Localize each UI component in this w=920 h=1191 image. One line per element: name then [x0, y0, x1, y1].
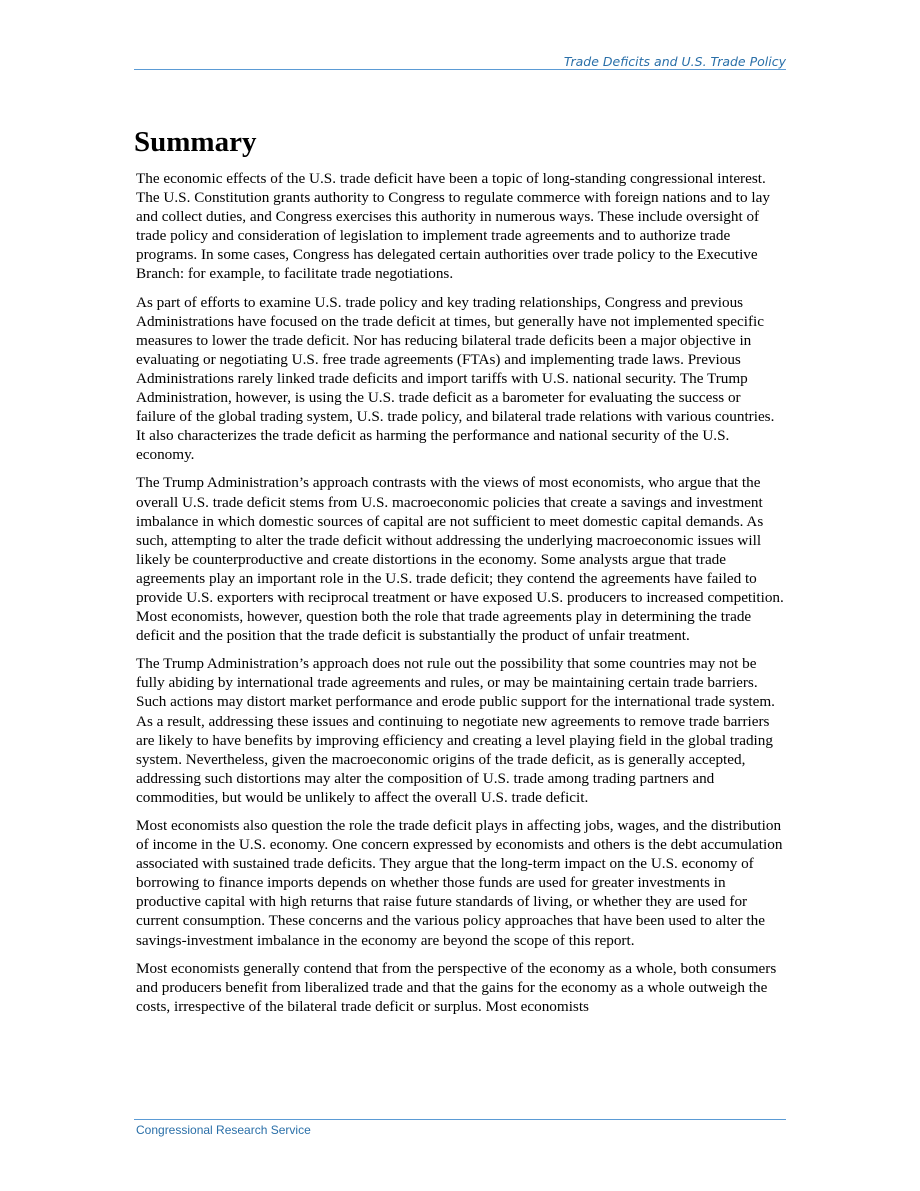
- paragraph-5: Most economists also question the role the trade deficit plays in affecting jobs, wages, and the distribution of income in the U.S. economy. One concern expressed by economists and others is the debt accumulation associated with sustained trade deficits. They argue that the long-term impact on the U.S. economy of borrowing to finance imports depends on whether those funds are used for greater investments in productive capital with high returns that raise future standards of living, or whether they are used for current consumption. These concerns and the various policy approaches that have been used to alter the savings-investment imbalance in the economy are beyond the scope of this report.: [136, 817, 783, 949]
- header-divider: [134, 69, 786, 70]
- footer-divider: [134, 1119, 786, 1120]
- paragraph-6: Most economists generally contend that from the perspective of the economy as a whole, both consumers and producers benefit from liberalized trade and that the gains for the economy as a whole outweigh the costs, irrespective of the bilateral trade deficit or surplus. Most economists: [136, 959, 777, 1015]
- footer-organization: Congressional Research Service: [136, 1123, 311, 1137]
- summary-body: [136, 169, 784, 1025]
- paragraph-4: The Trump Administration’s approach does not rule out the possibility that some countries may not be fully abiding by international trade agreements and rules, or may be maintaining certain trade barriers. Such actions may distort market performance and erode public support for the international trade system. As a result, addressing these issues and continuing to negotiate new agreements to remove trade barriers are likely to have benefits by improving efficiency and creating a level playing field in the global trading system. Nevertheless, given the macroeconomic origins of the trade deficit, as is generally accepted, addressing such distortions may alter the composition of U.S. trade among trading partners and commodities, but would be unlikely to affect the overall U.S. trade deficit.: [136, 655, 775, 806]
- running-header-title: Trade Deficits and U.S. Trade Policy: [563, 54, 786, 69]
- paragraph-1: The economic effects of the U.S. trade deficit have been a topic of long-standing congressional interest. The U.S. Constitution grants authority to Congress to regulate commerce with foreign nations and to lay and collect duties, and Congress exercises this authority in numerous ways. These include oversight of trade policy and consideration of legislation to implement trade agreements and to authorize trade programs. In some cases, Congress has delegated certain authorities over trade policy to the Executive Branch: for example, to facilitate trade negotiations.: [136, 170, 770, 283]
- paragraph-2: As part of efforts to examine U.S. trade policy and key trading relationships, Congress and previous Administrations have focused on the trade deficit at times, but generally have not implemented specific measures to lower the trade deficit. Nor has reducing bilateral trade deficits been a major objective in evaluating or negotiating U.S. free trade agreements (FTAs) and implementing trade laws. Previous Administrations rarely linked trade deficits and import tariffs with U.S. national security. The Trump Administration, however, is using the U.S. trade deficit as a barometer for evaluating the success or failure of the global trading system, U.S. trade policy, and bilateral trade relations with various countries. It also characterizes the trade deficit as harming the performance and national security of the U.S. economy.: [136, 293, 775, 464]
- section-title: Summary: [134, 126, 257, 158]
- paragraph-3: The Trump Administration’s approach contrasts with the views of most economists, who argue that the overall U.S. trade deficit stems from U.S. macroeconomic policies that create a savings and investment imbalance in which domestic sources of capital are not sufficient to meet domestic capital demands. As such, attempting to alter the trade deficit without addressing the underlying macroeconomic issues will likely be counterproductive and create distortions in the economy. Some analysts argue that trade agreements play an important role in the U.S. trade deficit; they contend the agreements have failed to provide U.S. exporters with reciprocal treatment or have exposed U.S. producers to increased competition. Most economists, however, question both the role that trade agreements play in determining the trade deficit and the position that the trade deficit is substantially the product of unfair treatment.: [136, 474, 784, 645]
